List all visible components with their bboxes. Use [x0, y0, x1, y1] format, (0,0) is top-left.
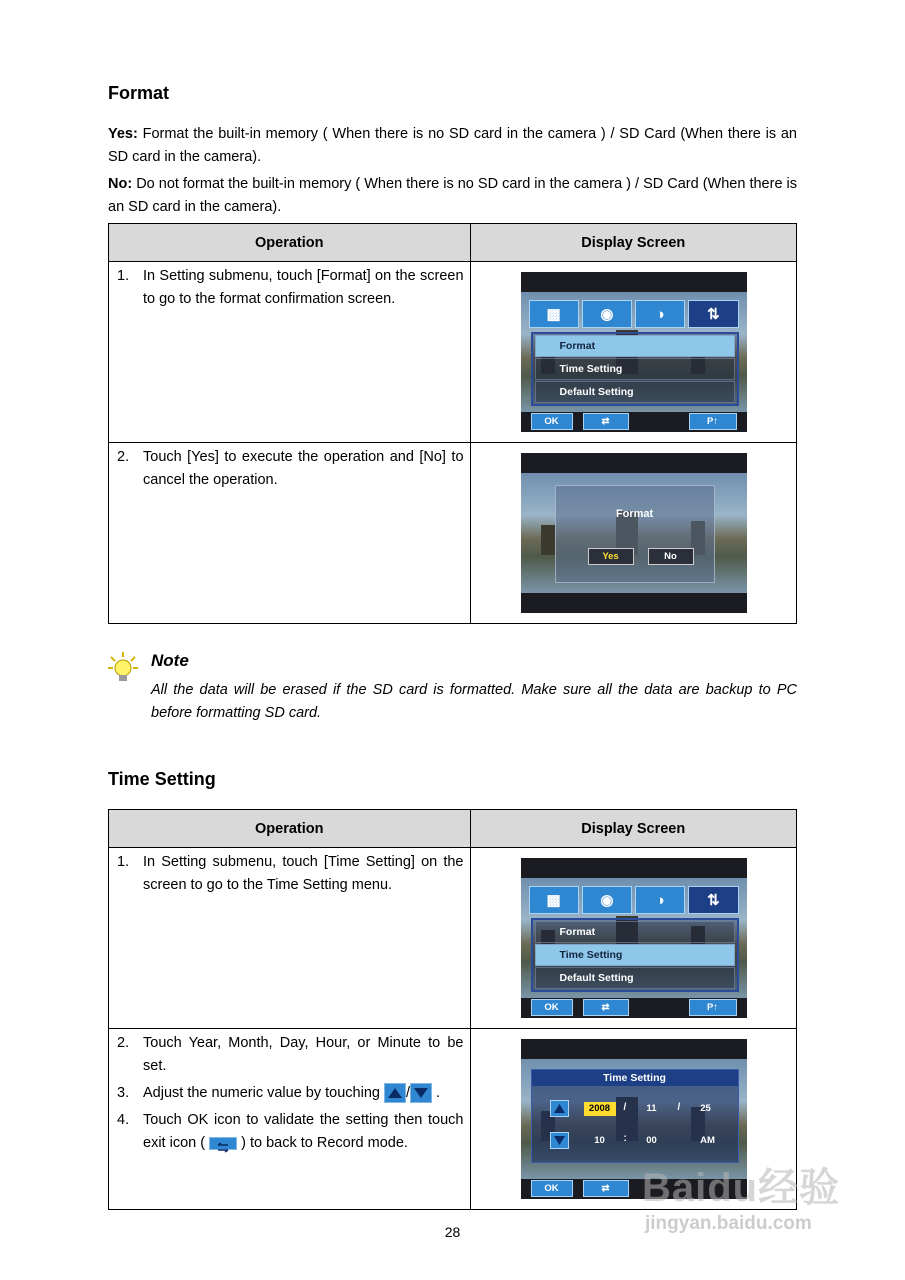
yes-label: Yes:: [108, 126, 138, 142]
camera-setting-menu-screen: [521, 272, 747, 432]
format-dialog: [555, 485, 715, 583]
time-setting-title: Time Setting: [532, 1070, 738, 1086]
hour-field[interactable]: 10: [594, 1135, 605, 1146]
minute-field[interactable]: 00: [646, 1135, 657, 1146]
exit-icon[interactable]: ⇄: [583, 999, 629, 1016]
no-button[interactable]: No: [648, 548, 694, 565]
display-screen-header: Display Screen: [470, 224, 796, 262]
note-title: Note: [151, 651, 189, 670]
ok-button[interactable]: OK: [531, 413, 573, 430]
table-row: [109, 262, 797, 443]
yes-text: Format the built-in memory ( When there is no SD card in the camera ) / SD Card (When there is an SD card in the camera).: [108, 126, 797, 165]
up-arrow-icon: [384, 1083, 406, 1103]
step-item: 4. Touch OK icon to validate the setting then touch exit icon ( ) to back to Record mode.: [117, 1112, 464, 1151]
menu-item-time-setting[interactable]: Time Setting: [535, 358, 735, 380]
step-item: 1. In Setting submenu, touch [Format] on the screen to go to the format confirmation screen.: [117, 268, 464, 307]
tools-icon[interactable]: ⇅: [688, 300, 738, 328]
tools-icon[interactable]: ⇅: [688, 886, 738, 914]
table-row: [109, 443, 797, 624]
no-label: No:: [108, 176, 133, 192]
time-setting-heading: Time Setting: [108, 769, 216, 789]
step-item: 2. Touch [Yes] to execute the operation and [No] to cancel the operation.: [117, 449, 464, 488]
setting-submenu: [531, 332, 739, 406]
table-row: [109, 848, 797, 1029]
no-text: Do not format the built-in memory ( When there is no SD card in the camera ) / SD Card (When there is an SD card in the camera).: [108, 176, 798, 215]
month-field[interactable]: 11: [646, 1103, 657, 1114]
yes-button[interactable]: Yes: [588, 548, 634, 565]
page-number: 28: [444, 1224, 461, 1240]
menu-item-format[interactable]: Format: [535, 335, 735, 357]
exit-icon[interactable]: ⇄: [583, 1180, 629, 1197]
camera-icon[interactable]: ◉: [582, 886, 632, 914]
operation-header: Operation: [109, 224, 471, 262]
palette-icon[interactable]: ◑: [635, 300, 685, 328]
p-button[interactable]: P↑: [689, 413, 737, 430]
menu-item-default-setting[interactable]: Default Setting: [535, 381, 735, 403]
dialog-title: Format: [615, 508, 654, 520]
menu-item-default-setting[interactable]: Default Setting: [535, 967, 735, 989]
video-camera-icon[interactable]: ▩: [529, 886, 579, 914]
p-button[interactable]: P↑: [689, 999, 737, 1016]
format-no-paragraph: [108, 173, 797, 219]
camera-setting-menu-screen: [521, 858, 747, 1018]
palette-icon[interactable]: ◑: [635, 886, 685, 914]
watermark-brand: Baidu经验: [642, 1166, 841, 1210]
down-arrow-icon: [410, 1083, 432, 1103]
ampm-field[interactable]: AM: [700, 1135, 715, 1146]
camera-icon[interactable]: ◉: [582, 300, 632, 328]
exit-icon: [209, 1137, 237, 1150]
ok-button[interactable]: OK: [531, 999, 573, 1016]
note-text: All the data will be erased if the SD card is formatted. Make sure all the data are backup to PC before formatting SD card.: [151, 682, 797, 721]
menu-item-format[interactable]: Format: [535, 921, 735, 943]
up-arrow-icon[interactable]: [550, 1100, 569, 1117]
menu-item-time-setting[interactable]: Time Setting: [535, 944, 735, 966]
format-yes-paragraph: [108, 123, 797, 169]
step-item: 1. In Setting submenu, touch [Time Setting] on the screen to go to the Time Setting menu.: [117, 854, 464, 893]
display-screen-header: Display Screen: [470, 810, 797, 848]
video-camera-icon[interactable]: ▩: [529, 300, 579, 328]
format-confirm-screen: [521, 453, 747, 613]
watermark-url: jingyan.baidu.com: [645, 1213, 812, 1234]
time-setting-panel: Time Setting 2008 / 11 / 25 10 : 00 AM: [531, 1069, 739, 1163]
exit-icon[interactable]: ⇄: [583, 413, 629, 430]
format-heading: Format: [108, 83, 170, 103]
setting-submenu: [531, 918, 739, 992]
lightbulb-icon: [106, 650, 140, 684]
time-setting-operation-table: [108, 809, 797, 1210]
ok-button[interactable]: OK: [531, 1180, 573, 1197]
format-operation-table: [108, 223, 797, 624]
step-item: 2. Touch Year, Month, Day, Hour, or Minute to be set.: [117, 1035, 464, 1074]
down-arrow-icon[interactable]: [550, 1132, 569, 1149]
year-field[interactable]: 2008: [584, 1102, 616, 1116]
operation-header: Operation: [109, 810, 471, 848]
day-field[interactable]: 25: [700, 1103, 711, 1114]
step-item: 3. Adjust the numeric value by touching / .: [117, 1082, 464, 1105]
